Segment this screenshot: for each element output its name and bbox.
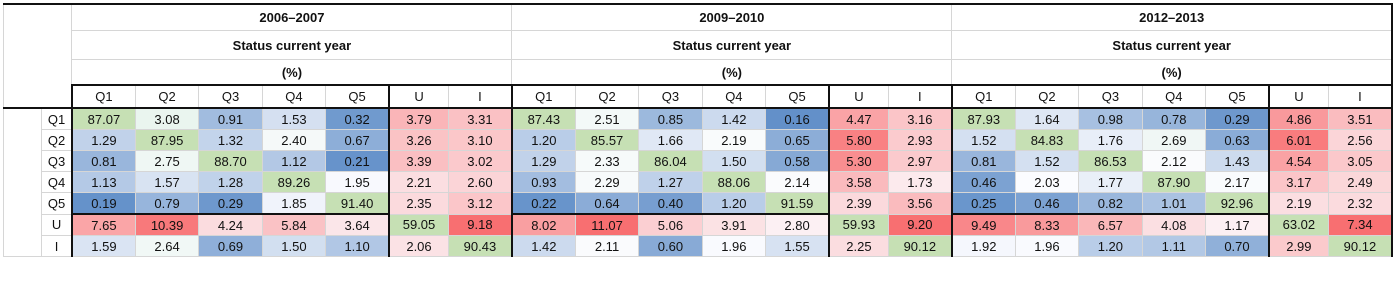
matrix-cell: 2.80 bbox=[766, 214, 829, 236]
column-header: Q4 bbox=[1142, 85, 1205, 108]
matrix-cell: 2.11 bbox=[575, 236, 638, 257]
column-header: I bbox=[448, 85, 511, 108]
matrix-cell: 90.43 bbox=[448, 236, 511, 257]
column-header: Q5 bbox=[766, 85, 829, 108]
column-group-title: Status current year bbox=[512, 31, 952, 60]
matrix-cell: 2.03 bbox=[1015, 172, 1078, 193]
period-header: 2012–2013 bbox=[952, 4, 1392, 31]
matrix-cell: 2.69 bbox=[1142, 130, 1205, 151]
matrix-cell: 2.40 bbox=[262, 130, 325, 151]
row-label: Q4 bbox=[42, 172, 72, 193]
matrix-cell: 0.46 bbox=[1015, 193, 1078, 215]
matrix-cell: 0.78 bbox=[1142, 108, 1205, 130]
matrix-cell: 1.66 bbox=[639, 130, 702, 151]
matrix-cell: 90.12 bbox=[1328, 236, 1392, 257]
matrix-cell: 87.93 bbox=[952, 108, 1015, 130]
column-header: Q2 bbox=[575, 85, 638, 108]
matrix-cell: 5.30 bbox=[829, 151, 888, 172]
matrix-cell: 9.20 bbox=[888, 214, 951, 236]
matrix-cell: 3.64 bbox=[326, 214, 389, 236]
matrix-cell: 88.70 bbox=[199, 151, 262, 172]
column-header: Q2 bbox=[135, 85, 198, 108]
column-header: Q1 bbox=[72, 85, 135, 108]
matrix-cell: 1.42 bbox=[512, 236, 575, 257]
matrix-cell: 0.22 bbox=[512, 193, 575, 215]
matrix-cell: 1.11 bbox=[1142, 236, 1205, 257]
matrix-cell: 1.92 bbox=[952, 236, 1015, 257]
matrix-cell: 3.91 bbox=[702, 214, 765, 236]
matrix-cell: 1.57 bbox=[135, 172, 198, 193]
matrix-cell: 2.32 bbox=[1328, 193, 1392, 215]
matrix-cell: 0.21 bbox=[326, 151, 389, 172]
matrix-cell: 2.12 bbox=[1142, 151, 1205, 172]
matrix-cell: 2.19 bbox=[702, 130, 765, 151]
matrix-cell: 1.50 bbox=[262, 236, 325, 257]
period-header: 2006–2007 bbox=[72, 4, 512, 31]
column-header: Q3 bbox=[1079, 85, 1142, 108]
matrix-cell: 1.85 bbox=[262, 193, 325, 215]
matrix-cell: 0.65 bbox=[766, 130, 829, 151]
row-label: Q2 bbox=[42, 130, 72, 151]
matrix-cell: 87.43 bbox=[512, 108, 575, 130]
matrix-cell: 2.99 bbox=[1269, 236, 1328, 257]
matrix-cell: 0.16 bbox=[766, 108, 829, 130]
matrix-cell: 0.93 bbox=[512, 172, 575, 193]
matrix-cell: 2.60 bbox=[448, 172, 511, 193]
matrix-cell: 1.10 bbox=[326, 236, 389, 257]
matrix-cell: 0.81 bbox=[952, 151, 1015, 172]
matrix-cell: 1.64 bbox=[1015, 108, 1078, 130]
matrix-cell: 1.01 bbox=[1142, 193, 1205, 215]
matrix-cell: 1.73 bbox=[888, 172, 951, 193]
matrix-cell: 3.08 bbox=[135, 108, 198, 130]
row-label: Q1 bbox=[42, 108, 72, 130]
matrix-cell: 1.27 bbox=[639, 172, 702, 193]
matrix-cell: 0.70 bbox=[1206, 236, 1269, 257]
matrix-cell: 0.19 bbox=[72, 193, 135, 215]
matrix-cell: 3.58 bbox=[829, 172, 888, 193]
matrix-cell: 2.64 bbox=[135, 236, 198, 257]
matrix-cell: 90.12 bbox=[888, 236, 951, 257]
row-axis-label bbox=[4, 108, 42, 257]
matrix-cell: 1.28 bbox=[199, 172, 262, 193]
matrix-cell: 0.81 bbox=[72, 151, 135, 172]
matrix-cell: 3.17 bbox=[1269, 172, 1328, 193]
matrix-cell: 1.12 bbox=[262, 151, 325, 172]
matrix-cell: 0.85 bbox=[639, 108, 702, 130]
matrix-cell: 4.47 bbox=[829, 108, 888, 130]
matrix-cell: 4.24 bbox=[199, 214, 262, 236]
matrix-cell: 0.67 bbox=[326, 130, 389, 151]
matrix-cell: 2.17 bbox=[1206, 172, 1269, 193]
matrix-cell: 1.13 bbox=[72, 172, 135, 193]
column-group-title: Status current year bbox=[952, 31, 1392, 60]
matrix-cell: 3.10 bbox=[448, 130, 511, 151]
row-label: U bbox=[42, 214, 72, 236]
matrix-cell: 86.53 bbox=[1079, 151, 1142, 172]
column-header: Q5 bbox=[1206, 85, 1269, 108]
column-header: U bbox=[1269, 85, 1328, 108]
table-corner bbox=[4, 4, 72, 108]
column-header: Q3 bbox=[639, 85, 702, 108]
matrix-cell: 3.39 bbox=[389, 151, 448, 172]
matrix-cell: 3.51 bbox=[1328, 108, 1392, 130]
matrix-cell: 0.98 bbox=[1079, 108, 1142, 130]
matrix-cell: 2.93 bbox=[888, 130, 951, 151]
column-header: Q3 bbox=[199, 85, 262, 108]
matrix-cell: 4.86 bbox=[1269, 108, 1328, 130]
matrix-cell: 59.05 bbox=[389, 214, 448, 236]
matrix-cell: 1.96 bbox=[1015, 236, 1078, 257]
matrix-cell: 7.65 bbox=[72, 214, 135, 236]
column-group-title: Status current year bbox=[72, 31, 512, 60]
matrix-cell: 1.32 bbox=[199, 130, 262, 151]
matrix-cell: 87.95 bbox=[135, 130, 198, 151]
matrix-cell: 1.20 bbox=[512, 130, 575, 151]
transition-matrix-table bbox=[3, 3, 1393, 257]
matrix-cell: 2.51 bbox=[575, 108, 638, 130]
matrix-cell: 0.91 bbox=[199, 108, 262, 130]
matrix-cell: 8.33 bbox=[1015, 214, 1078, 236]
matrix-cell: 3.16 bbox=[888, 108, 951, 130]
column-header: Q4 bbox=[702, 85, 765, 108]
matrix-cell: 85.57 bbox=[575, 130, 638, 151]
matrix-cell: 3.12 bbox=[448, 193, 511, 215]
matrix-cell: 1.20 bbox=[702, 193, 765, 215]
row-label: Q5 bbox=[42, 193, 72, 215]
matrix-cell: 3.26 bbox=[389, 130, 448, 151]
matrix-cell: 2.56 bbox=[1328, 130, 1392, 151]
matrix-cell: 1.29 bbox=[512, 151, 575, 172]
matrix-cell: 5.84 bbox=[262, 214, 325, 236]
matrix-cell: 4.08 bbox=[1142, 214, 1205, 236]
matrix-cell: 63.02 bbox=[1269, 214, 1328, 236]
matrix-cell: 87.07 bbox=[72, 108, 135, 130]
matrix-cell: 92.96 bbox=[1206, 193, 1269, 215]
matrix-cell: 6.01 bbox=[1269, 130, 1328, 151]
row-label: Q3 bbox=[42, 151, 72, 172]
matrix-cell: 2.25 bbox=[829, 236, 888, 257]
matrix-cell: 91.40 bbox=[326, 193, 389, 215]
matrix-cell: 0.63 bbox=[1206, 130, 1269, 151]
matrix-cell: 1.77 bbox=[1079, 172, 1142, 193]
matrix-cell: 2.06 bbox=[389, 236, 448, 257]
matrix-cell: 1.43 bbox=[1206, 151, 1269, 172]
matrix-cell: 2.35 bbox=[389, 193, 448, 215]
matrix-cell: 0.64 bbox=[575, 193, 638, 215]
matrix-cell: 0.69 bbox=[199, 236, 262, 257]
matrix-cell: 3.79 bbox=[389, 108, 448, 130]
matrix-cell: 0.58 bbox=[766, 151, 829, 172]
column-header: Q5 bbox=[326, 85, 389, 108]
matrix-cell: 3.02 bbox=[448, 151, 511, 172]
matrix-cell: 86.04 bbox=[639, 151, 702, 172]
matrix-cell: 5.06 bbox=[639, 214, 702, 236]
matrix-cell: 2.33 bbox=[575, 151, 638, 172]
matrix-cell: 2.49 bbox=[1328, 172, 1392, 193]
column-header: Q4 bbox=[262, 85, 325, 108]
matrix-cell: 1.42 bbox=[702, 108, 765, 130]
matrix-cell: 0.29 bbox=[1206, 108, 1269, 130]
matrix-cell: 7.34 bbox=[1328, 214, 1392, 236]
matrix-cell: 8.02 bbox=[512, 214, 575, 236]
matrix-cell: 2.97 bbox=[888, 151, 951, 172]
matrix-cell: 2.21 bbox=[389, 172, 448, 193]
matrix-cell: 88.06 bbox=[702, 172, 765, 193]
matrix-cell: 0.46 bbox=[952, 172, 1015, 193]
column-header: Q1 bbox=[952, 85, 1015, 108]
column-group-unit: (%) bbox=[952, 60, 1392, 86]
matrix-cell: 0.40 bbox=[639, 193, 702, 215]
matrix-cell: 84.83 bbox=[1015, 130, 1078, 151]
matrix-cell: 1.76 bbox=[1079, 130, 1142, 151]
matrix-cell: 2.39 bbox=[829, 193, 888, 215]
matrix-cell: 91.59 bbox=[766, 193, 829, 215]
matrix-cell: 0.29 bbox=[199, 193, 262, 215]
matrix-cell: 1.59 bbox=[72, 236, 135, 257]
matrix-cell: 6.57 bbox=[1079, 214, 1142, 236]
matrix-cell: 1.96 bbox=[702, 236, 765, 257]
matrix-cell: 9.49 bbox=[952, 214, 1015, 236]
column-header: U bbox=[829, 85, 888, 108]
matrix-cell: 0.82 bbox=[1079, 193, 1142, 215]
matrix-cell: 1.52 bbox=[952, 130, 1015, 151]
matrix-cell: 0.60 bbox=[639, 236, 702, 257]
matrix-cell: 0.79 bbox=[135, 193, 198, 215]
matrix-cell: 1.55 bbox=[766, 236, 829, 257]
matrix-cell: 3.31 bbox=[448, 108, 511, 130]
matrix-cell: 11.07 bbox=[575, 214, 638, 236]
column-header: Q2 bbox=[1015, 85, 1078, 108]
matrix-cell: 1.53 bbox=[262, 108, 325, 130]
row-label: I bbox=[42, 236, 72, 257]
matrix-cell: 87.90 bbox=[1142, 172, 1205, 193]
matrix-cell: 2.14 bbox=[766, 172, 829, 193]
matrix-cell: 5.80 bbox=[829, 130, 888, 151]
matrix-cell: 0.25 bbox=[952, 193, 1015, 215]
matrix-cell: 1.20 bbox=[1079, 236, 1142, 257]
matrix-cell: 59.93 bbox=[829, 214, 888, 236]
matrix-cell: 4.54 bbox=[1269, 151, 1328, 172]
matrix-cell: 9.18 bbox=[448, 214, 511, 236]
column-group-unit: (%) bbox=[72, 60, 512, 86]
matrix-cell: 0.32 bbox=[326, 108, 389, 130]
transition-matrix-container bbox=[3, 3, 1393, 257]
matrix-cell: 2.19 bbox=[1269, 193, 1328, 215]
column-header: I bbox=[1328, 85, 1392, 108]
column-header: I bbox=[888, 85, 951, 108]
matrix-cell: 10.39 bbox=[135, 214, 198, 236]
column-group-unit: (%) bbox=[512, 60, 952, 86]
matrix-cell: 1.17 bbox=[1206, 214, 1269, 236]
matrix-cell: 3.05 bbox=[1328, 151, 1392, 172]
matrix-cell: 1.29 bbox=[72, 130, 135, 151]
matrix-cell: 1.50 bbox=[702, 151, 765, 172]
matrix-cell: 2.29 bbox=[575, 172, 638, 193]
matrix-cell: 3.56 bbox=[888, 193, 951, 215]
column-header: Q1 bbox=[512, 85, 575, 108]
matrix-cell: 1.95 bbox=[326, 172, 389, 193]
matrix-cell: 1.52 bbox=[1015, 151, 1078, 172]
matrix-cell: 89.26 bbox=[262, 172, 325, 193]
period-header: 2009–2010 bbox=[512, 4, 952, 31]
column-header: U bbox=[389, 85, 448, 108]
matrix-cell: 2.75 bbox=[135, 151, 198, 172]
